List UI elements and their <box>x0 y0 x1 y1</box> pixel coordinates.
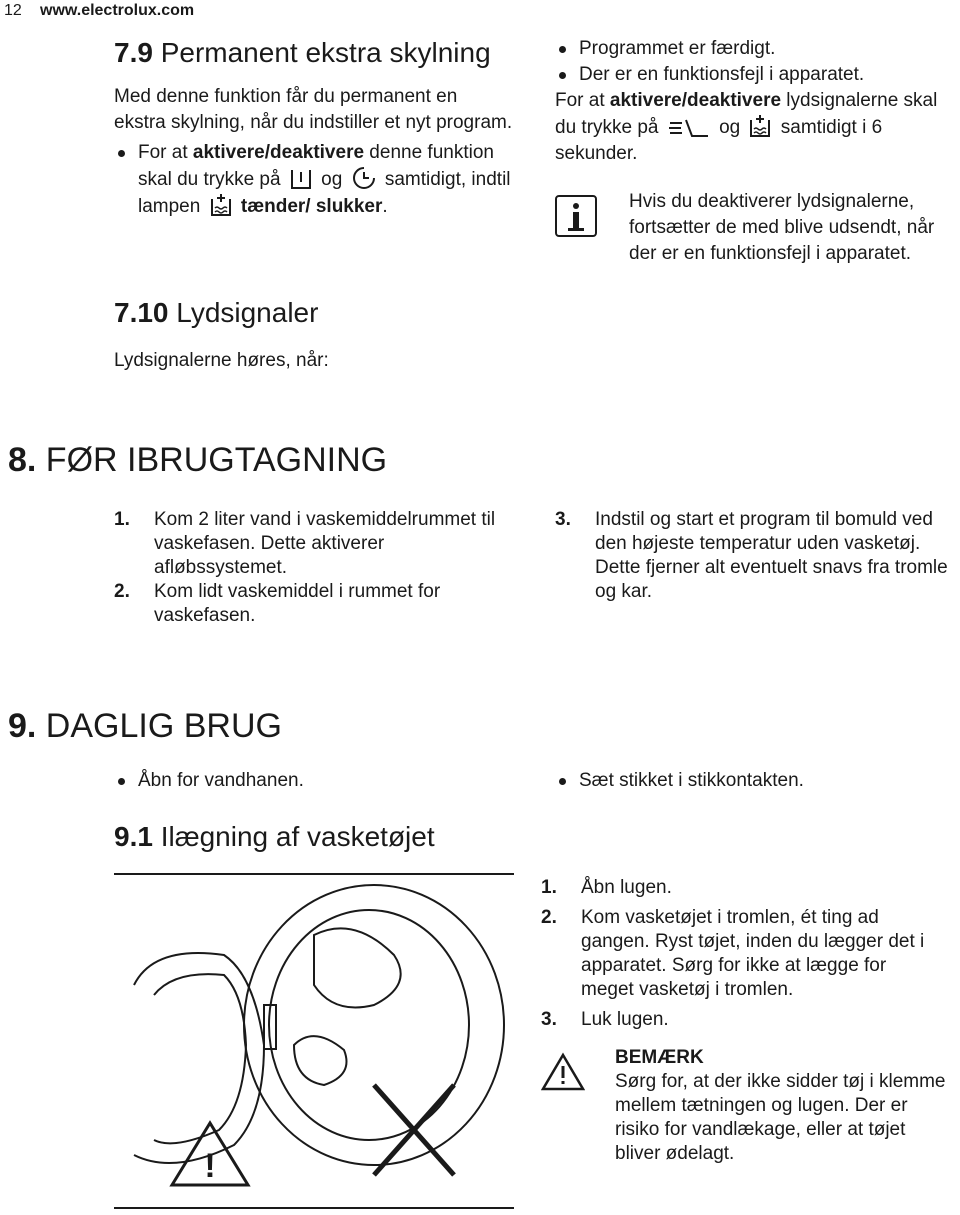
section-9-1-title: 9.1 Ilægning af vasketøjet <box>114 821 435 852</box>
page-header <box>0 0 960 22</box>
loading-illustration <box>114 873 514 1209</box>
list-item: 1. Åbn lugen. <box>541 877 672 898</box>
timer-icon <box>352 166 376 190</box>
chapter-8-steps-right <box>555 508 955 604</box>
list-item: Programmet er færdigt. <box>555 36 955 62</box>
section-9-1-steps <box>541 876 941 1032</box>
list-item: 3. Indstil og start et program til bomuld ved den højeste temperatur uden vasketøj. Dette fjerner alt eventuelt snavs fra tromle og kar. <box>555 509 948 602</box>
spin-icon <box>668 118 710 138</box>
chapter-9-bullet-left <box>114 768 514 794</box>
list-item: Åbn for vandhanen. <box>114 768 514 794</box>
extra-rinse-icon <box>749 114 771 138</box>
chapter-8 <box>8 440 948 480</box>
page-number: 12 <box>4 2 22 19</box>
warning-body <box>615 1046 951 1166</box>
section-7-10-title: 7.10 Lydsignaler <box>114 297 319 328</box>
chapter-9 <box>8 706 948 746</box>
washer-door-drawing <box>114 875 514 1207</box>
header-url[interactable]: www.electrolux.com <box>40 2 195 19</box>
section-7-9-intro: Med denne funktion får du permanent en ekstra skylning, når du indstiller et nyt program. <box>114 86 513 133</box>
warning-mark: ! <box>204 1147 216 1185</box>
chapter-8-title: 8. FØR IBRUGTAGNING <box>8 441 388 479</box>
section-7-9-title: 7.9 Permanent ekstra skylning <box>114 37 491 68</box>
section-7-10-continued <box>555 36 955 289</box>
section-7-10 <box>114 296 514 374</box>
chapter-8-steps-left <box>114 508 514 628</box>
list-item: Sæt stikket i stikkontakten. <box>555 768 955 794</box>
info-icon <box>555 195 597 237</box>
chapter-9-title: 9. DAGLIG BRUG <box>8 707 282 745</box>
list-item: Der er en funktionsfejl i apparatet. <box>555 62 955 88</box>
list-item: 1. Kom 2 liter vand i vaskemiddelrummet til vaskefasen. Dette aktiverer afløbssystemet. <box>114 509 496 578</box>
list-item: 3. Luk lugen. <box>541 1009 669 1030</box>
info-note <box>555 189 955 289</box>
warning-text: Sørg for, at der ikke sidder tøj i klemme mellem tætningen og lugen. Der er risiko for vandlækage, eller at tøjet bliver ødelagt. <box>615 1071 946 1164</box>
list-item: For at aktivere/deaktivere denne funktion skal du trykke på og samtidigt, indtil lampen tænder/ slukker. <box>114 140 514 220</box>
extra-rinse-icon <box>210 193 232 217</box>
warning-icon <box>541 1052 585 1092</box>
warning-title: BEMÆRK <box>615 1047 704 1068</box>
section-7-10-intro: Lydsignalerne høres, når: <box>114 350 329 371</box>
chapter-9-bullet-right <box>555 768 955 794</box>
section-7-9-bullets <box>114 140 514 220</box>
sound-signal-instructions: For at aktivere/deaktivere lydsignalerne skal du trykke på og samtidigt i 6 sekunder. <box>555 90 938 164</box>
rinse-button-icon <box>290 168 312 190</box>
section-7-9 <box>114 36 514 220</box>
list-item: 2. Kom vasketøjet i tromlen, ét ting ad gangen. Ryst tøjet, inden du lægger det i apparatet. Sørg for ikke at lægge for meget vasketøj i tromlen. <box>541 907 925 1000</box>
list-item: 2. Kom lidt vaskemiddel i rummet for vaskefasen. <box>114 581 441 626</box>
section-9-1 <box>114 820 614 854</box>
sound-signal-bullets <box>555 36 955 88</box>
warning-note <box>541 1046 951 1176</box>
info-text: Hvis du deaktiverer lydsignalerne, fortsætter de med blive udsendt, når der er en funktionsfejl i apparatet. <box>629 191 935 264</box>
